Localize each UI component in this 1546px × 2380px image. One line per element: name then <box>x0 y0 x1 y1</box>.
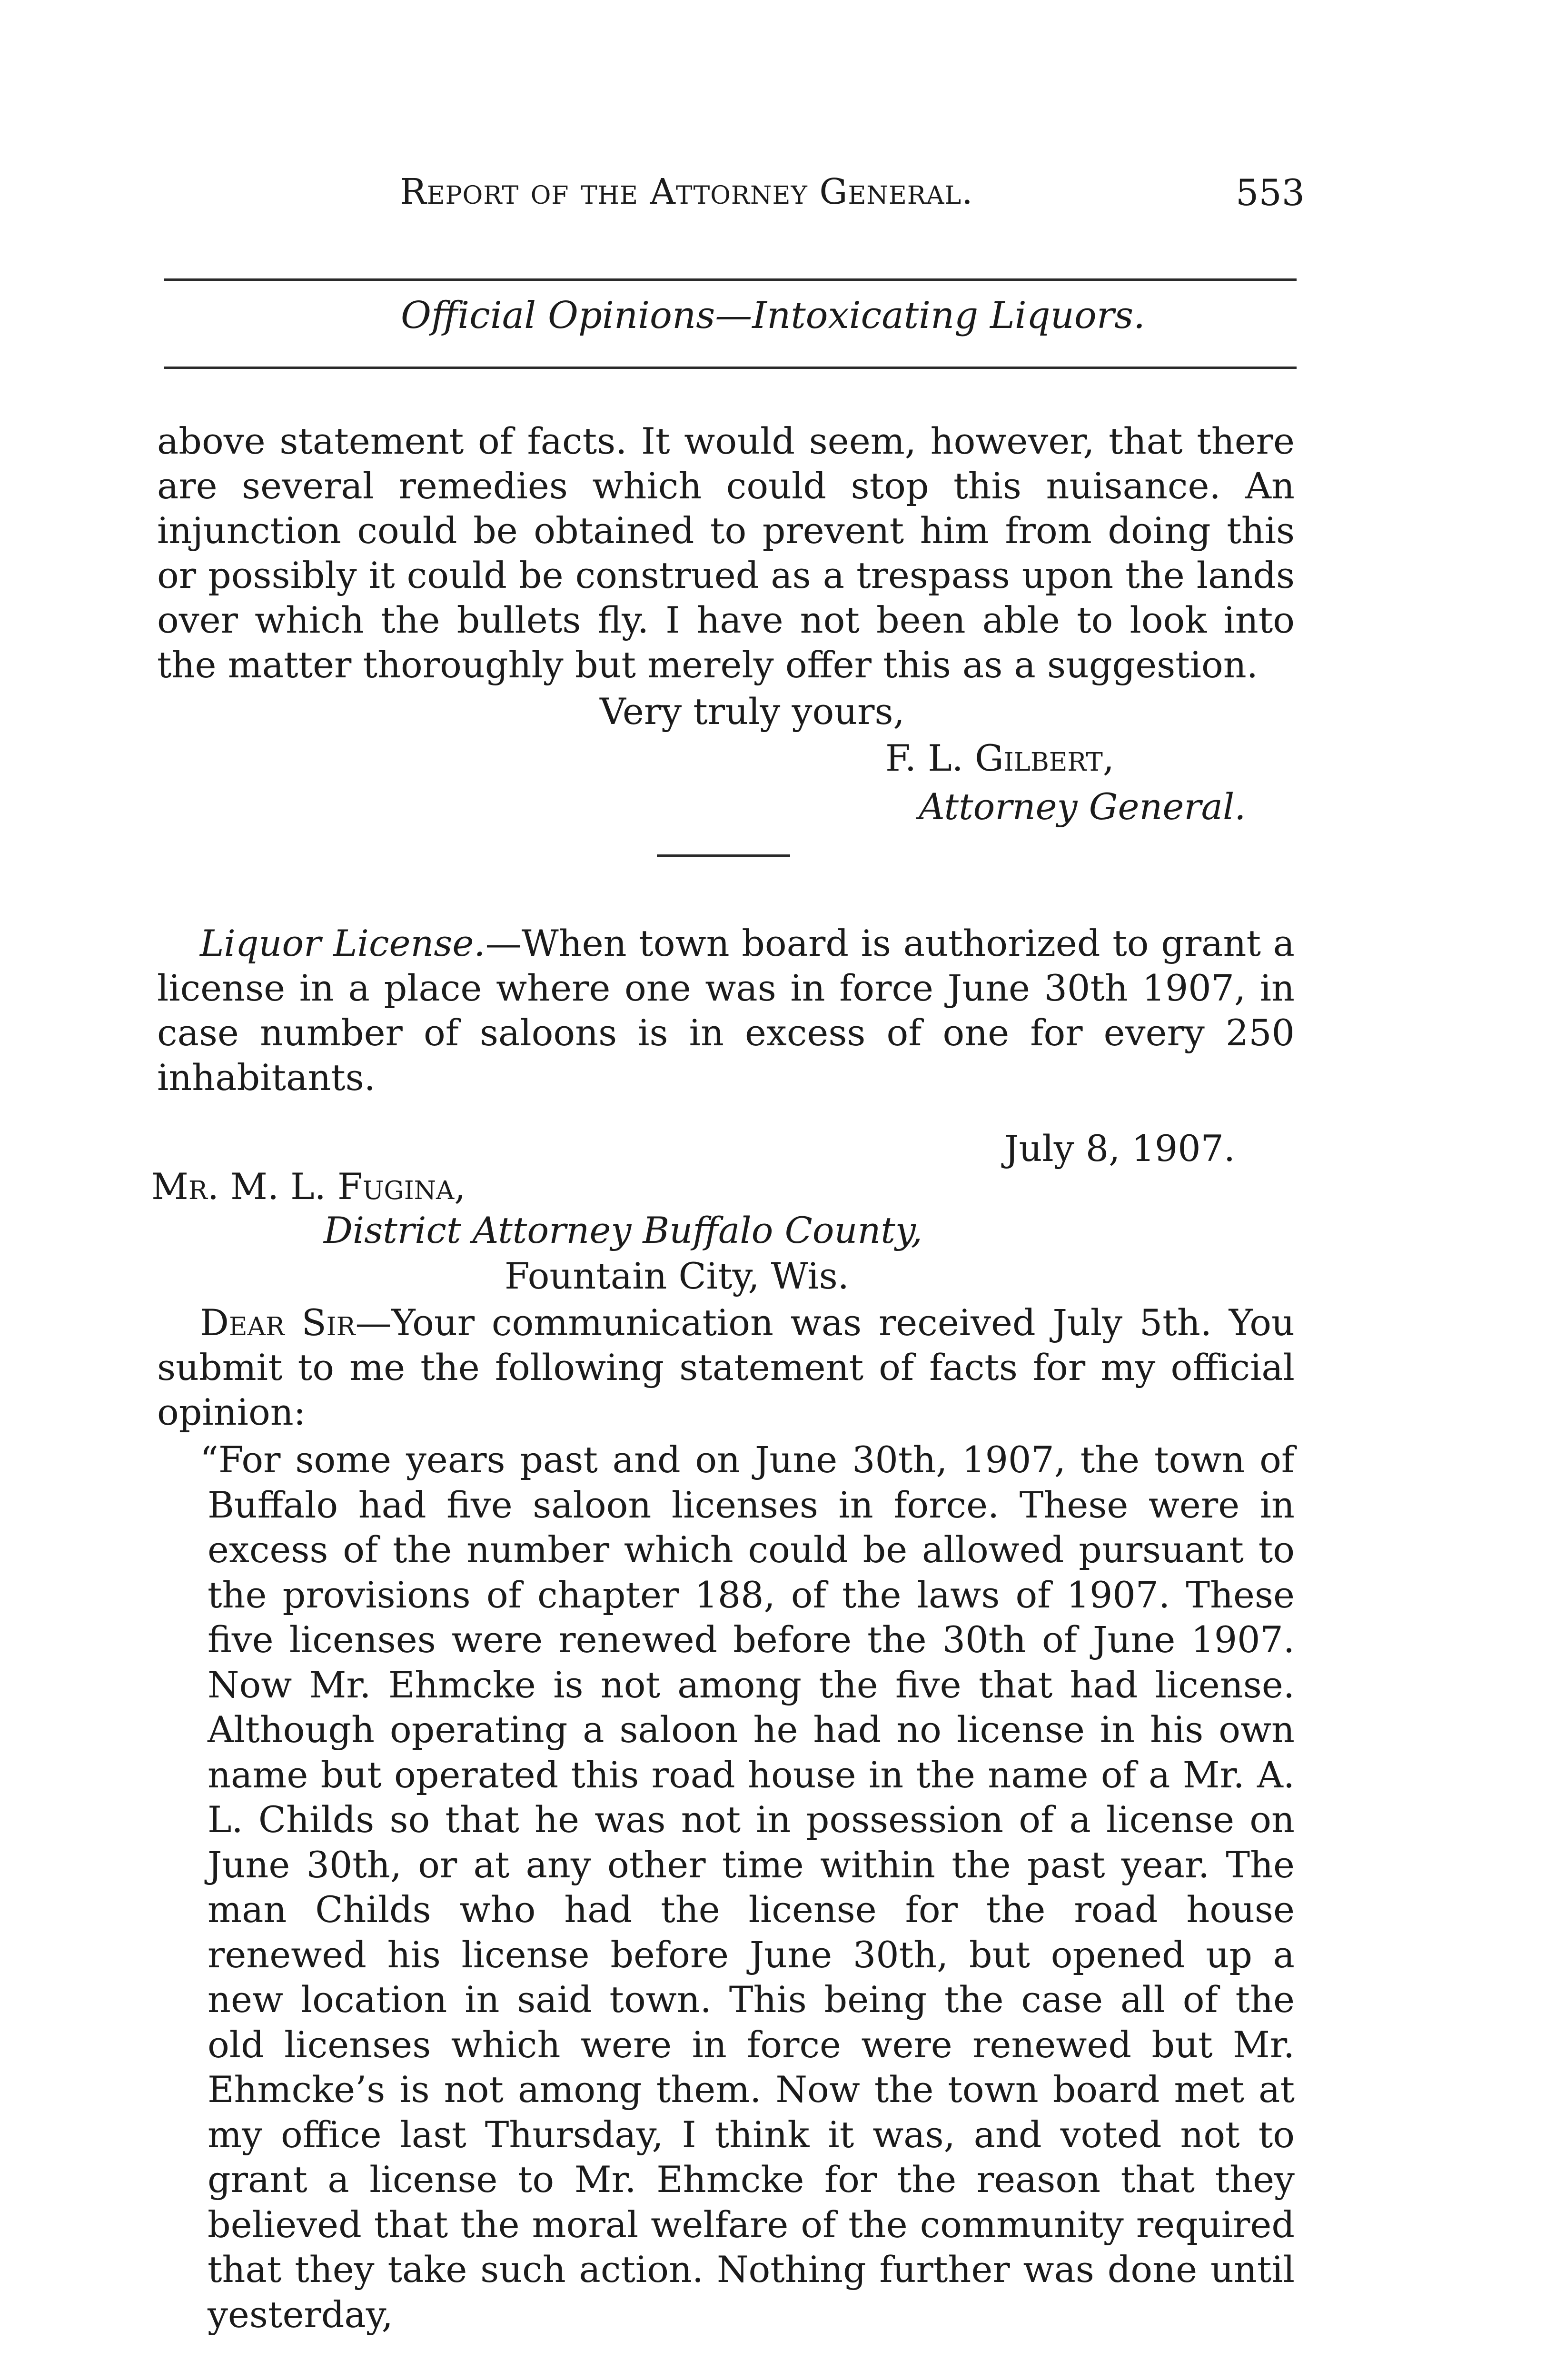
letter-date: July 8, 1907. <box>1004 1127 1236 1170</box>
opening-paragraph <box>157 1300 1295 1435</box>
previous-opinion-paragraph: above statement of facts. It would seem, however, that there are several remedies which could stop this nuisance. An injunction could be obtained to prevent him from doing this or possibly it could be construed as a trespass upon the lands over which the bullets fly. I have not been able to look into the matter thoroughly but merely offer this as a suggestion. <box>157 420 1295 686</box>
top-rule <box>164 278 1297 281</box>
addressee-place: Fountain City, Wis. <box>505 1255 849 1297</box>
previous-opinion-text <box>157 419 1295 687</box>
section-rule <box>164 367 1297 369</box>
summary-paragraph <box>157 921 1295 1100</box>
salutation: Dear Sir <box>200 1301 356 1344</box>
page-number: 553 <box>1236 171 1305 214</box>
quoted-facts-paragraph: “For some years past and on June 30th, 1907, the town of Buffalo had five saloon licenses in force. These were in excess of the number which could be allowed pursuant to the provisions of chapter 188, of the laws of 1907. These five licenses were renewed before the 30th of June 1907. Now Mr. Ehmcke is not among the five that had license. Although operating a saloon he had no license in his own name but operated this road house in the name of a Mr. A. L. Childs so that he was not in possession of a license on June 30th, or at any other time within the past year. The man Childs who had the license for the road house renewed his license before June 30th, but opened up a new location in said town. This being the case all of the old licenses which were in force were renewed but Mr. Ehmcke’s is not among them. Now the town board met at my office last Thursday, I think it was, and voted not to grant a license to Mr. Ehmcke for the reason that they believed that the moral welfare of the community required that they take such action. Nothing further was done until yesterday, <box>200 1438 1295 2336</box>
summary-label: Liquor License. <box>200 922 486 964</box>
section-title: Official Opinions—Intoxicating Liquors. <box>401 294 1145 337</box>
separator-rule <box>657 854 790 857</box>
addressee-name: Mr. M. L. Fugina, <box>151 1165 466 1208</box>
signature-title: Attorney General. <box>919 785 1246 828</box>
quoted-facts <box>200 1438 1295 2337</box>
addressee-title: District Attorney Buffalo County, <box>324 1209 922 1251</box>
closing: Very truly yours, <box>600 690 905 733</box>
signature-name: F. L. Gilbert, <box>885 737 1114 779</box>
summary-text: —When town board is authorized to grant a license in a place where one was in force June 30th 1907, in case number of saloons is in excess of one for every 250 inhabitants. <box>157 922 1295 1099</box>
opening-text: —Your communication was received July 5th. You submit to me the following statement of facts for my official opinion: <box>157 1301 1295 1433</box>
opinion-summary <box>157 921 1295 1100</box>
letter-opening <box>157 1300 1295 1435</box>
running-title: Report of the Attorney General. <box>400 171 973 212</box>
